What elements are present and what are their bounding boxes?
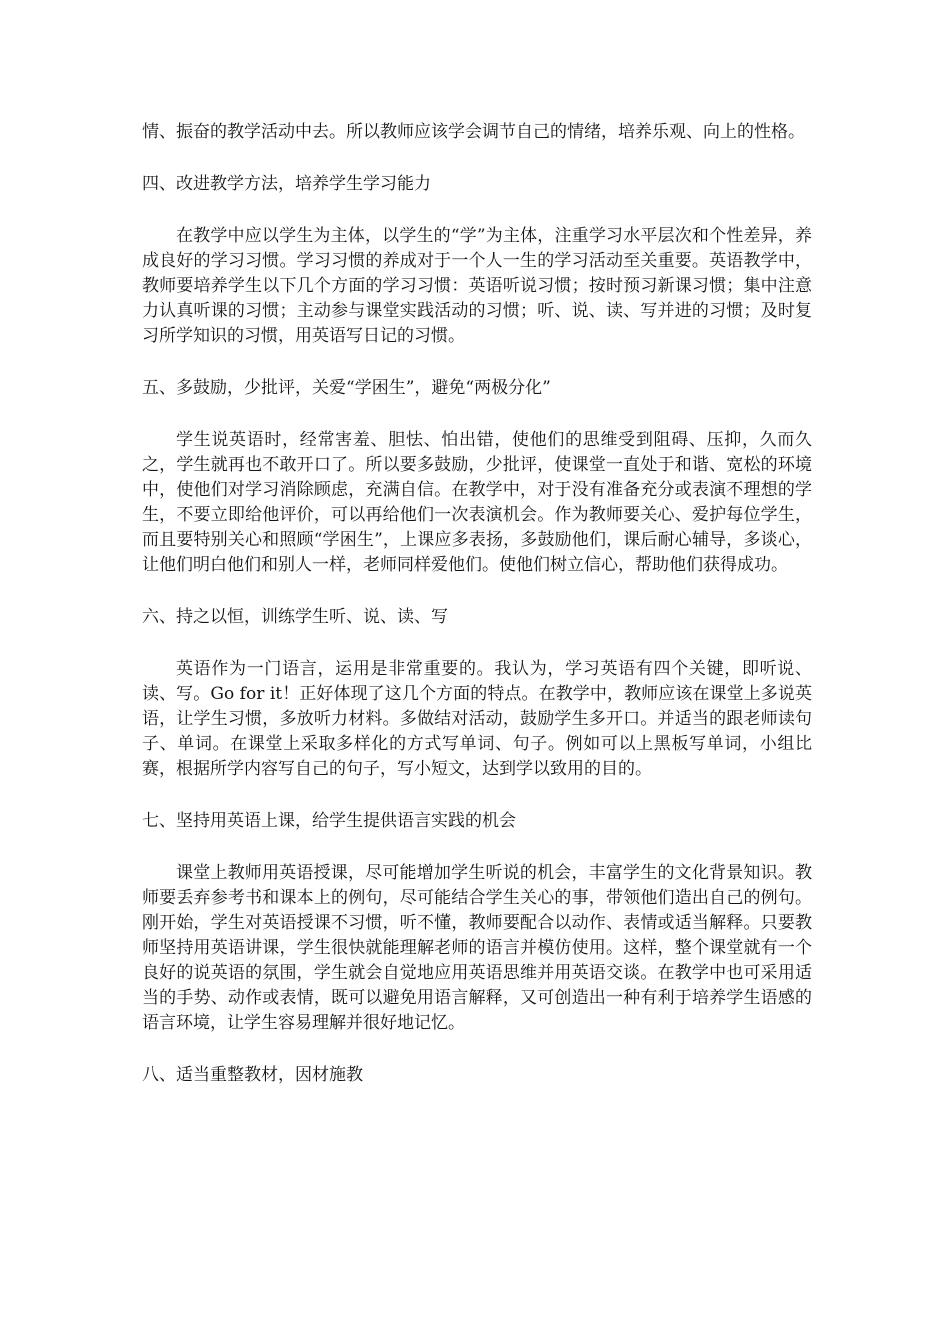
paragraph-continued: 情、振奋的教学活动中去。所以教师应该学会调节自己的情绪，培养乐观、向上的性格。 xyxy=(142,122,805,142)
spacer xyxy=(142,630,812,657)
paragraph-section-5: 学生说英语时，经常害羞、胆怯、怕出错，使他们的思维受到阻碍、压抑，久而久之，学生就再也不敢开口了。所以要多鼓励，少批评，使课堂一直处于和谐、宽松的环境中，使他们对学习消除顾虑，充满自信。在教学中，对于没有准备充分或表演不理想的学生，不要立即给他评价，可以再给他们一次表演机会。作为教师要关心、爱护每位学生，而且要特别关心和照顾“学困生”，上课应多表扬，多鼓励他们，课后耐心辅导，多谈心，让他们明白他们和别人一样，老师同样爱他们。使他们树立信心，帮助他们获得成功。 xyxy=(142,430,812,575)
spacer xyxy=(142,401,812,428)
paragraph-section-7: 课堂上教师用英语授课，尽可能增加学生听说的机会，丰富学生的文化背景知识。教师要丢弃参考书和课本上的例句，尽可能结合学生关心的事，带领他们造出自己的例句。刚开始，学生对英语授课不习惯，听不懂，教师要配合以动作、表情或适当解释。只要教师坚持用英语讲课，学生很快就能理解老师的语言并模仿使用。这样，整个课堂就有一个良好的说英语的氛围，学生就会自觉地应用英语思维并用英语交谈。在教学中也可采用适当的手势、动作或表情，既可以避免用语言解释，又可创造出一种有利于培养学生语感的语言环境，让学生容易理解并很好地记忆。 xyxy=(142,863,812,1033)
spacer xyxy=(142,834,812,861)
spacer xyxy=(142,578,812,605)
section-heading-5: 五、多鼓励，少批评，关爱“学困生”，避免“两极分化” xyxy=(142,378,551,398)
spacer xyxy=(142,145,812,172)
section-heading-4: 四、改进教学方法，培养学生学习能力 xyxy=(142,174,431,194)
spacer xyxy=(142,782,812,809)
spacer xyxy=(142,1036,812,1063)
document-body xyxy=(142,120,812,1088)
paragraph-section-6: 英语作为一门语言，运用是非常重要的。我认为，学习英语有四个关键，即听说、读、写。Go for it！正好体现了这几个方面的特点。在教学中，教师应该在课堂上多说英语，让学生习惯，多放听力材料。多做结对活动，鼓励学生多开口。并适当的跟老师读句子、单词。在课堂上采取多样化的方式写单词、句子。例如可以上黑板写单词，小组比赛，根据所学内容写自己的句子，写小短文，达到学以致用的目的。 xyxy=(142,659,812,779)
section-heading-6: 六、持之以恒，训练学生听、说、读、写 xyxy=(142,607,448,627)
section-heading-7: 七、坚持用英语上课，给学生提供语言实践的机会 xyxy=(142,811,516,831)
spacer xyxy=(142,197,812,224)
spacer xyxy=(142,349,812,376)
section-heading-8: 八、适当重整教材，因材施教 xyxy=(142,1065,363,1085)
paragraph-section-4: 在教学中应以学生为主体，以学生的“学”为主体，注重学习水平层次和个性差异，养成良好的学习习惯。学习习惯的养成对于一个人一生的学习活动至关重要。英语教学中，教师要培养学生以下几个方面的学习习惯：英语听说习惯；按时预习新课习惯；集中注意力认真听课的习惯；主动参与课堂实践活动的习惯；听、说、读、写并进的习惯；及时复习所学知识的习惯，用英语写日记的习惯。 xyxy=(142,226,812,346)
